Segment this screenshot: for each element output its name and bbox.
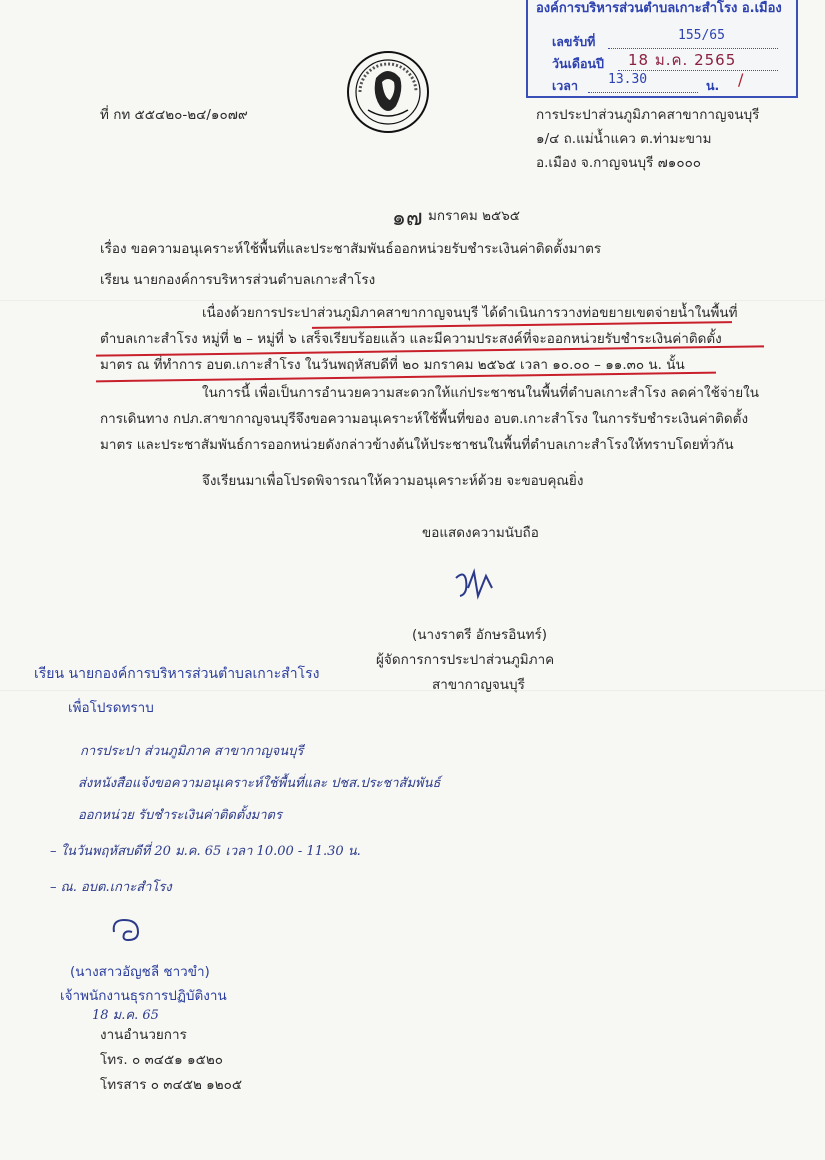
stamp-receipt-label: เลขรับที่ — [552, 34, 596, 49]
sender-address-line-1: การประปาส่วนภูมิภาคสาขากาญจนบุรี — [536, 107, 760, 123]
receipt-stamp — [526, 0, 798, 98]
body-para2-line3: มาตร และประชาสัมพันธ์การออกหน่วยดังกล่าวข้างต้นให้ประชาชนในพื้นที่ตำบลเกาะสำโรงให้ทราบโดยทั่วกัน — [100, 437, 734, 453]
memo-hand-line-5: – ณ. อบต.เกาะสำโรง — [50, 880, 172, 895]
letter-date-month-year: มกราคม ๒๕๖๕ — [428, 208, 521, 224]
body-para1-line2: ตำบลเกาะสำโรง หมู่ที่ ๒ – หมู่ที่ ๖ เสร็จเรียบร้อยแล้ว และมีความประสงค์ที่จะออกหน่วยรับชำระเงินค่าติดตั้ง — [100, 331, 722, 347]
memo-hand-line-2: ส่งหนังสือแจ้งขอความอนุเคราะห์ใช้พื้นที่และ ปชส.ประชาสัมพันธ์ — [78, 776, 441, 791]
signer-name: (นางราตรี อักษรอินทร์) — [412, 627, 547, 643]
stamp-org: องค์การบริหารส่วนตำบลเกาะสำโรง อ.เมือง — [536, 1, 782, 16]
memo-hand-line-4: – ในวันพฤหัสบดีที่ 20 ม.ค. 65 เวลา 10.00 - 11.30 น. — [50, 844, 361, 859]
reference-number: ที่ กท ๕๕๔๒๐-๒๔/๑๐๗๙ — [100, 107, 248, 123]
letter-date-day: ๑๗ — [392, 206, 423, 231]
signature-mark — [452, 568, 496, 606]
body-para1-line1: เนื่องด้วยการประปาส่วนภูมิภาคสาขากาญจนบุรี ได้ดำเนินการวางท่อขยายเขตจ่ายน้ำในพื้นที่ — [202, 305, 738, 321]
memo-to: เรียน นายกองค์การบริหารส่วนตำบลเกาะสำโรง — [34, 666, 320, 682]
memo-hand-line-1: การประปา ส่วนภูมิภาค สาขากาญจนบุรี — [80, 744, 304, 759]
footer-tel: โทร. ๐ ๓๔๕๑ ๑๕๒๐ — [100, 1052, 223, 1068]
memo-hand-line-3: ออกหน่วย รับชำระเงินค่าติดตั้งมาตร — [78, 808, 282, 823]
closing: ขอแสดงความนับถือ — [422, 525, 539, 541]
clerk-name: (นางสาวอัญชลี ชาวขำ) — [70, 964, 210, 980]
stamp-time: 13.30 — [608, 72, 648, 87]
footer-dept: งานอำนวยการ — [100, 1027, 187, 1043]
stamp-date-label: วันเดือนปี — [552, 56, 604, 71]
clerk-title: เจ้าพนักงานธุรการปฏิบัติงาน — [60, 988, 227, 1004]
pwa-emblem-logo — [346, 50, 430, 134]
signer-title-2: สาขากาญจนบุรี — [432, 677, 525, 693]
stamp-receipt-no: 155/65 — [678, 28, 725, 43]
salutation-line: เรียน นายกองค์การบริหารส่วนตำบลเกาะสำโรง — [100, 272, 376, 288]
sender-address-line-2: ๑/๔ ถ.แม่น้ำแคว ต.ท่ามะขาม — [536, 131, 712, 147]
clerk-date: 18 ม.ค. 65 — [92, 1008, 159, 1023]
body-para2-line1: ในการนี้ เพื่อเป็นการอำนวยความสะดวกให้แก่ประชาชนในพื้นที่ตำบลเกาะสำโรง ลดค่าใช้จ่ายใน — [202, 385, 759, 401]
stamp-time-unit: น. — [706, 78, 720, 93]
red-underline-1 — [312, 321, 732, 329]
sender-address-line-3: อ.เมือง จ.กาญจนบุรี ๗๑๐๐๐ — [536, 155, 702, 171]
memo-for-info: เพื่อโปรดทราบ — [68, 700, 154, 716]
signer-title-1: ผู้จัดการการประปาส่วนภูมิภาค — [376, 652, 555, 668]
clerk-signature-mark — [108, 914, 148, 948]
stamp-time-label: เวลา — [552, 78, 578, 93]
stamp-mark: / — [738, 70, 744, 89]
subject-line: เรื่อง ขอความอนุเคราะห์ใช้พื้นที่และประชาสัมพันธ์ออกหน่วยรับชำระเงินค่าติดตั้งมาตร — [100, 241, 602, 257]
body-para2-line2: การเดินทาง กปภ.สาขากาญจนบุรีจึงขอความอนุเคราะห์ใช้พื้นที่ของ อบต.เกาะสำโรง ในการรับชำระเงินค่าติดตั้ง — [100, 411, 749, 427]
footer-fax: โทรสาร ๐ ๓๔๕๒ ๑๒๐๕ — [100, 1077, 243, 1093]
stamp-date: 18 ม.ค. 2565 — [628, 51, 737, 69]
body-para3: จึงเรียนมาเพื่อโปรดพิจารณาให้ความอนุเคราะห์ด้วย จะขอบคุณยิ่ง — [202, 473, 584, 489]
body-para1-line3: มาตร ณ ที่ทำการ อบต.เกาะสำโรง ในวันพฤหัสบดีที่ ๒๐ มกราคม ๒๕๖๕ เวลา ๑๐.๐๐ – ๑๑.๓๐ น. นั้น — [100, 357, 685, 373]
